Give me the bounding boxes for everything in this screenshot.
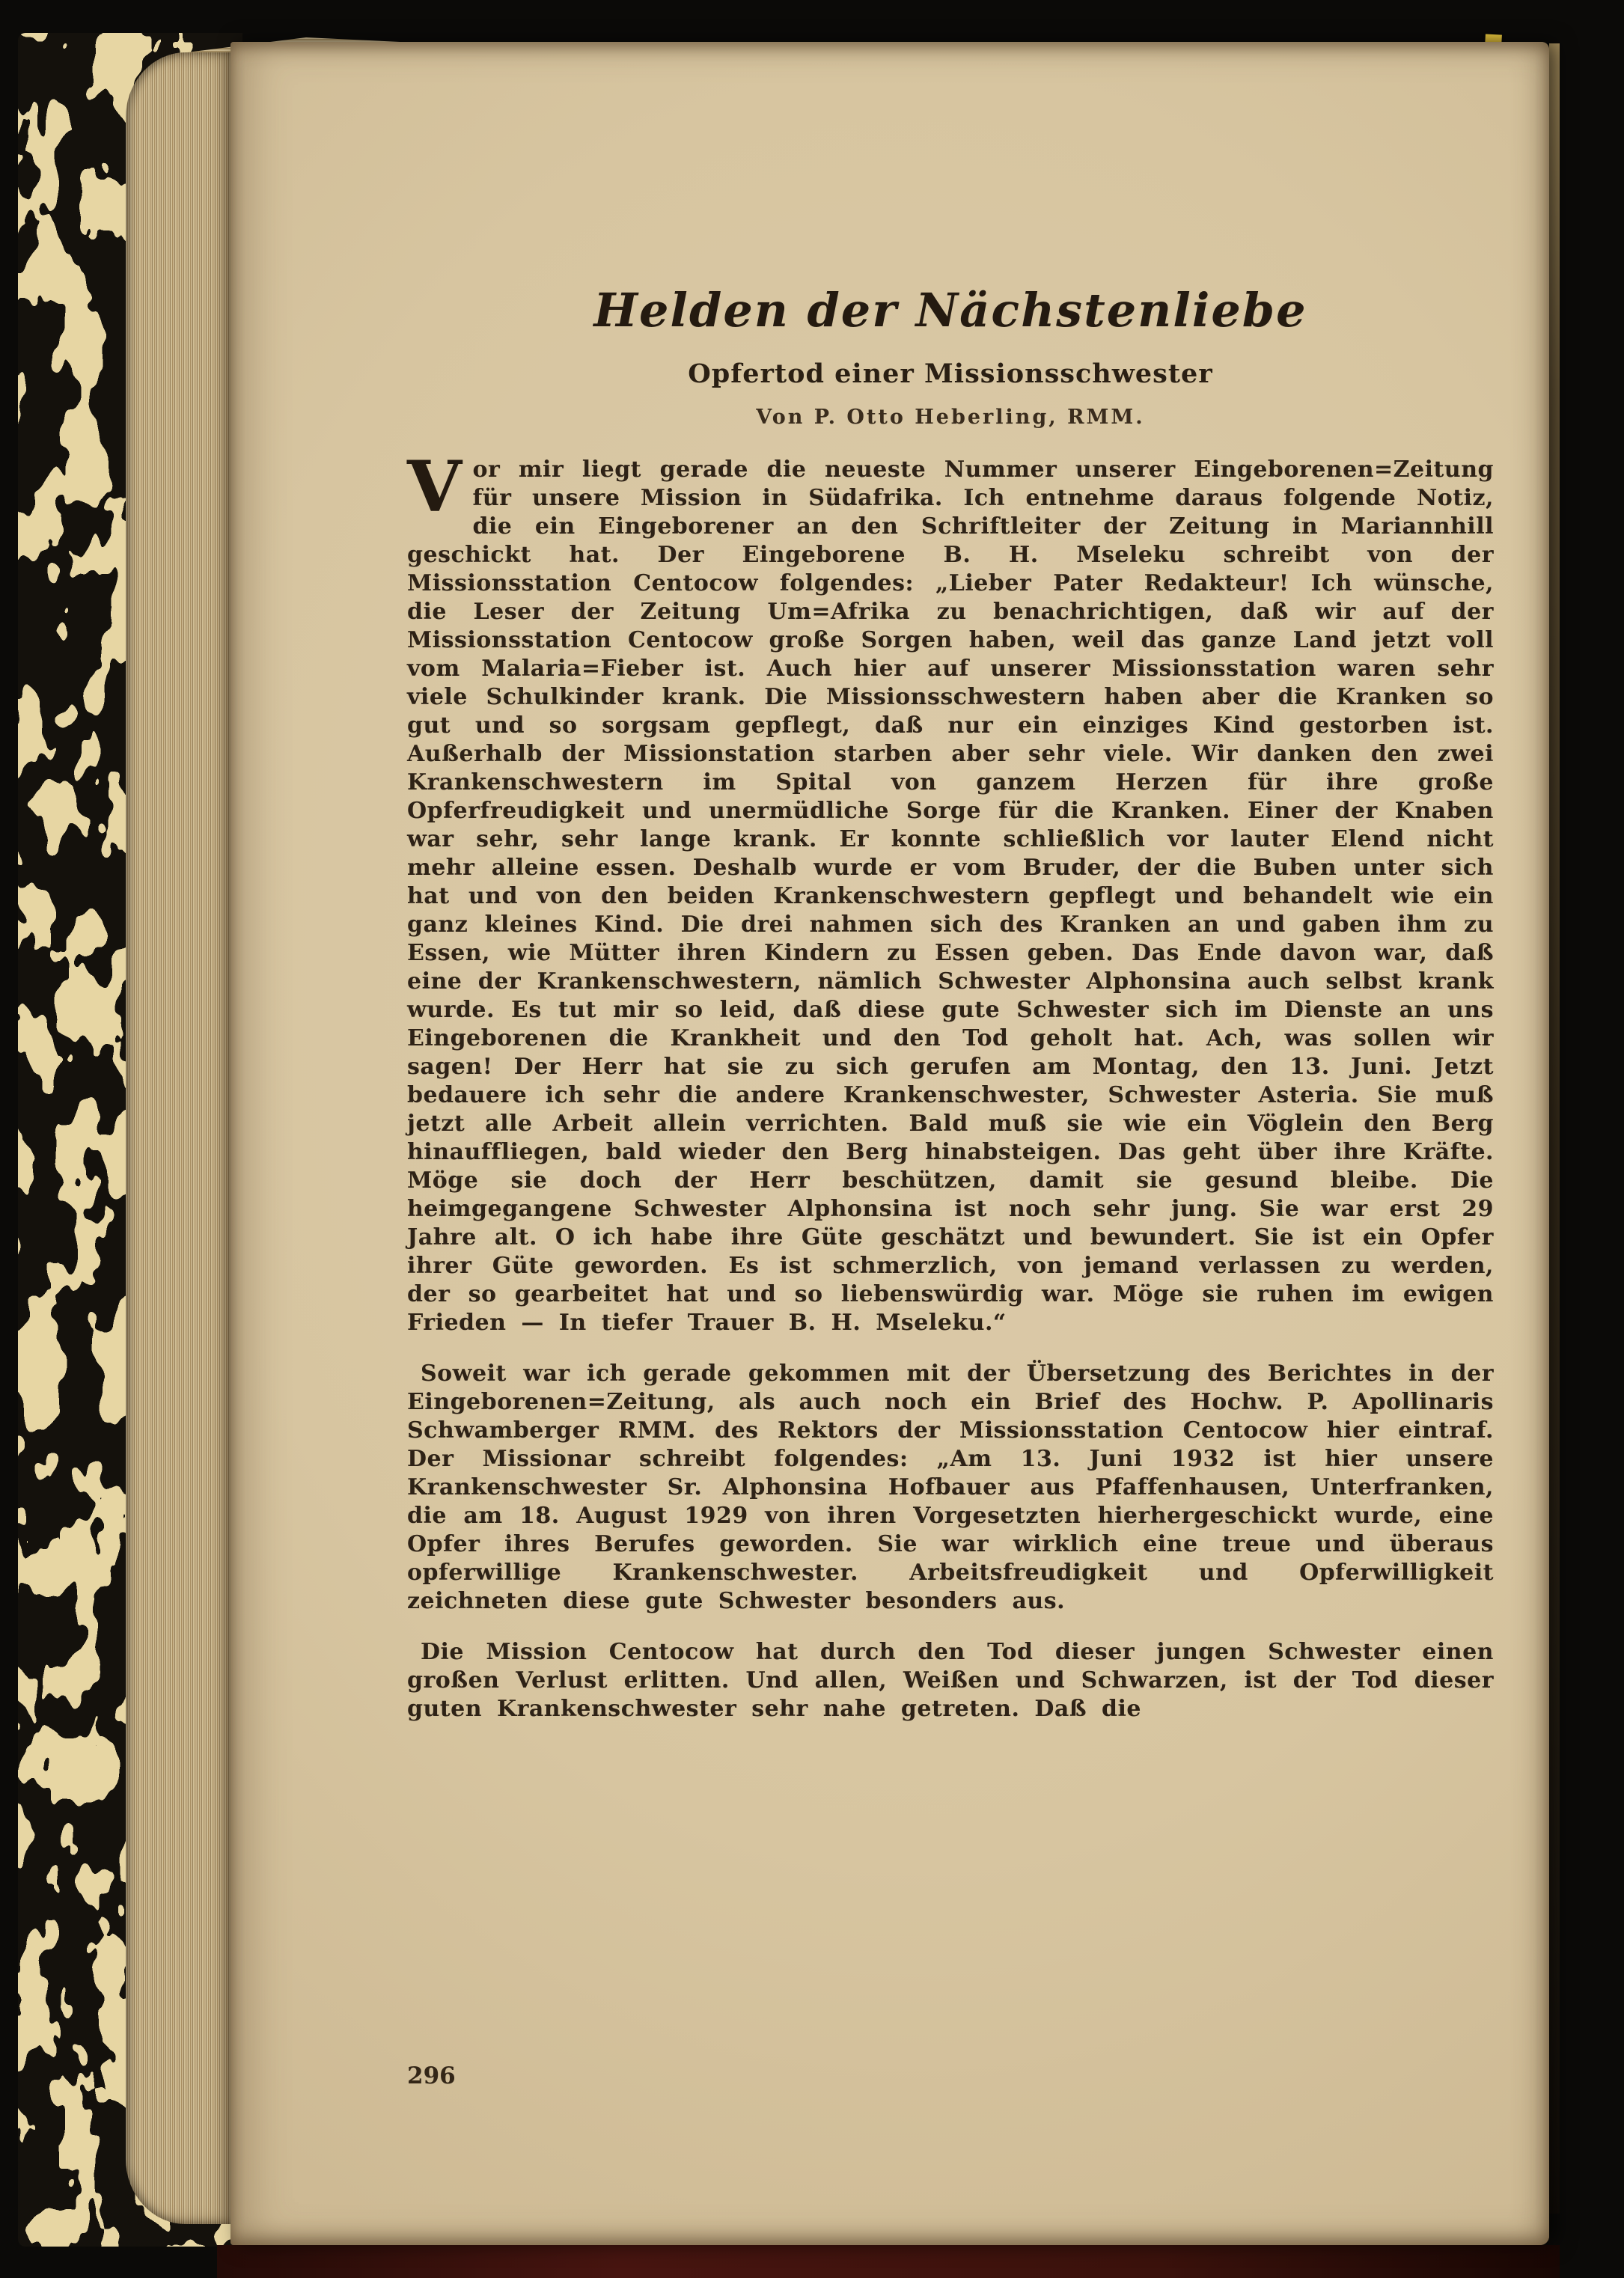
article-title: Helden der Nächstenliebe xyxy=(593,283,1307,338)
paragraph-2: Soweit war ich gerade gekommen mit der Übersetzung des Berichtes in der Eingeborenen=Zeitung, als auch noch ein Brief des Hochw. P. Apollinaris Schwamberger RMM. des Rektors der Missionsstation Centocow hier eintraf. Der Missionar schreibt folgendes: „Am 13. Juni 1932 ist hier unsere Krankenschwester Sr. Alphonsina Hofbauer aus Pfaffenhausen, Unterfranken, die am 18. August 1929 von ihren Vorgesetzten hierhergeschickt wurde, eine Opfer ihres Berufes geworden. Sie war wirklich eine treue und überaus opferwillige Krankenschwester. Arbeitsfreudigkeit und Opferwilligkeit zeichneten diese gute Schwester besonders aus. xyxy=(407,1361,1494,1614)
paragraph-3: Die Mission Centocow hat durch den Tod dieser jungen Schwester einen großen Verlust erlitten. Und allen, Weißen und Schwarzen, ist der Tod dieser guten Krankenschwester sehr nahe getreten. Daß die xyxy=(407,1639,1494,1722)
text-column xyxy=(407,42,1494,1723)
book-bottom-board xyxy=(217,2245,1560,2278)
next-page-edge xyxy=(1549,43,1560,2214)
book-page xyxy=(231,42,1549,2245)
page-edges-left xyxy=(126,52,235,2224)
article-subtitle: Opfertod einer Missionsschwester xyxy=(688,358,1213,389)
paragraph-1 xyxy=(407,446,1494,1337)
drop-cap-initial: V xyxy=(407,446,463,528)
page-number: 296 xyxy=(407,2062,456,2089)
paragraph-1-text: or mir liegt gerade die neueste Nummer unserer Eingeborenen=Zeitung für unsere Mission in Südafrika. Ich entnehme daraus folgende Notiz, die ein Eingeborener an den Schriftleiter der Zeitung in Mariannhill geschickt hat. Der Eingeborene B. H. Mseleku schreibt von der Missionsstation Centocow folgendes: „Lieber Pater Redakteur! Ich wünsche, die Leser der Zeitung Um=Afrika zu benachrichtigen, daß wir auf der Missionsstation Centocow große Sorgen haben, weil das ganze Land jetzt voll vom Malaria=Fieber ist. Auch hier auf unserer Missionsstation waren sehr viele Schulkinder krank. Die Missionsschwestern haben aber die Kranken so gut und so sorgsam gepflegt, daß nur ein einziges Kind gestorben ist. Außerhalb der Missionstation starben aber sehr viele. Wir danken den zwei Krankenschwestern im Spital von ganzem Herzen für ihre große Opferfreudigkeit und unermüdliche Sorge für die Kranken. Einer der Knaben war sehr, sehr lange krank. Er konnte schließlich vor lauter Elend nicht mehr alleine essen. Deshalb wurde er vom Bruder, der die Buben unter sich hat und von den beiden Krankenschwestern gepflegt und behandelt wie ein ganz kleines Kind. Die drei nahmen sich des Kranken an und gaben ihm zu Essen, wie Mütter ihren Kindern zu Essen geben. Das Ende davon war, daß eine der Krankenschwestern, nämlich Schwester Alphonsina auch selbst krank wurde. Es tut mir so leid, daß diese gute Schwester sich im Dienste an uns Eingeborenen die Krankheit und den Tod geholt hat. Ach, was sollen wir sagen! Der Herr hat sie zu sich gerufen am Montag, den 13. Juni. Jetzt bedauere ich sehr die andere Krankenschwester, Schwester Asteria. Sie muß jetzt alle Arbeit allein verrichten. Bald muß sie wie ein Vöglein den Berg hinauffliegen, bald wieder den Berg hinabsteigen. Das geht über ihre Kräfte. Möge sie doch der Herr beschützen, damit sie gesund bleibe. Die heimgegangene Schwester Alphonsina ist noch sehr jung. Sie war erst 29 Jahre alt. O ich habe ihre Güte geschätzt und bewundert. Sie ist ein Opfer ihrer Güte geworden. Es ist schmerzlich, von jemand verlassen zu werden, der so gearbeitet hat und so liebenswürdig war. Möge sie ruhen im ewigen Frieden — In tiefer Trauer B. H. Mseleku.“ xyxy=(407,456,1494,1336)
article-byline: Von P. Otto Heberling, RMM. xyxy=(756,406,1145,429)
